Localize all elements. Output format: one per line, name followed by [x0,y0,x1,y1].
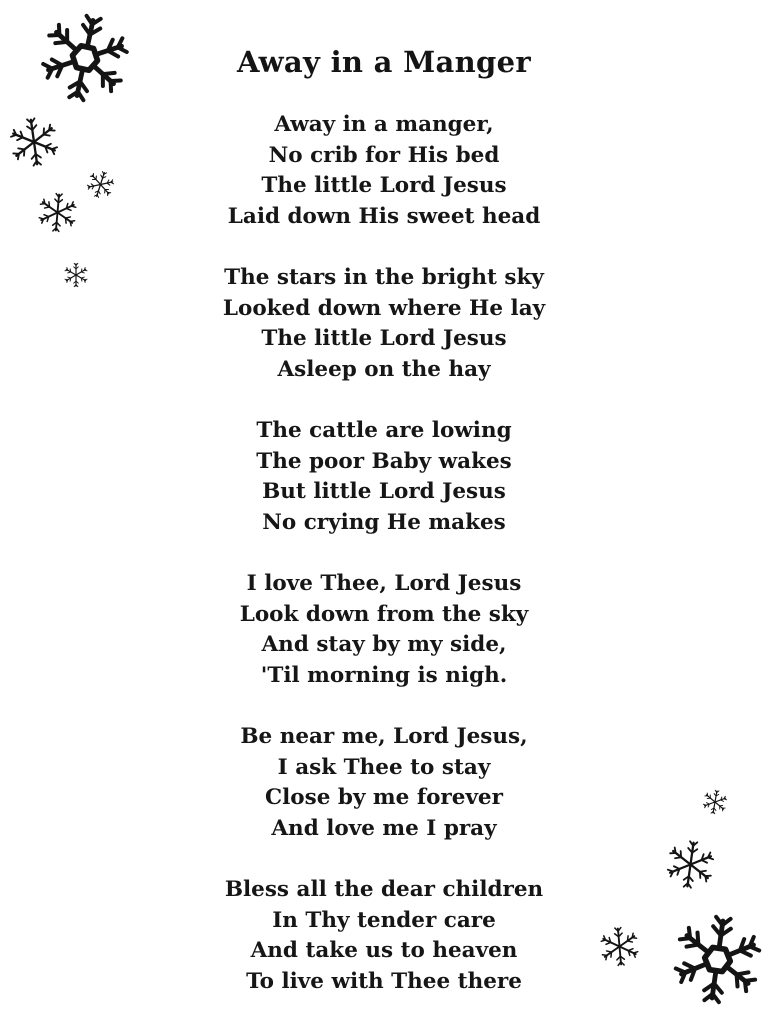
poem-line: And take us to heaven [250,938,518,963]
poem-line: The poor Baby wakes [256,448,512,474]
poem-line: Be near me, Lord Jesus, [240,724,528,749]
stanza-4 [0,569,768,691]
stanza-2 [0,263,768,385]
poem-line: The cattle are lowing [256,418,512,443]
poem-line: Close by me forever [265,785,503,810]
stanza-3 [0,416,768,538]
poem-line: No crying He makes [262,509,506,535]
poem-line: And stay by my side, [261,632,507,657]
stanza-1 [0,110,768,232]
poem-line: And love me I pray [271,815,497,841]
poem-line: Look down from the sky [239,601,529,627]
poem-body [0,110,768,1024]
stanza-5 [0,722,768,844]
poem-line: The stars in the bright sky [224,265,544,290]
poem-line: I love Thee, Lord Jesus [246,571,522,596]
poem-line: I ask Thee to stay [277,754,491,780]
poem-line: Laid down His sweet head [227,203,541,229]
poem-line: Bless all the dear children [224,877,544,902]
poem-line: 'Til morning is nigh. [260,662,508,688]
poem-line: Looked down where He lay [222,295,546,321]
poem-line: Asleep on the hay [277,356,491,382]
poem-line: But little Lord Jesus [262,479,506,504]
poem-line: No crib for His bed [268,142,500,168]
stanza-6 [0,875,768,997]
poem-line: In Thy tender care [272,907,496,933]
poem-line: To live with Thee there [246,968,522,994]
page-title: Away in a Manger [237,45,531,79]
poem-line: The little Lord Jesus [261,173,507,198]
poem-line: The little Lord Jesus [261,326,507,351]
poem-line: Away in a manger, [274,112,494,137]
